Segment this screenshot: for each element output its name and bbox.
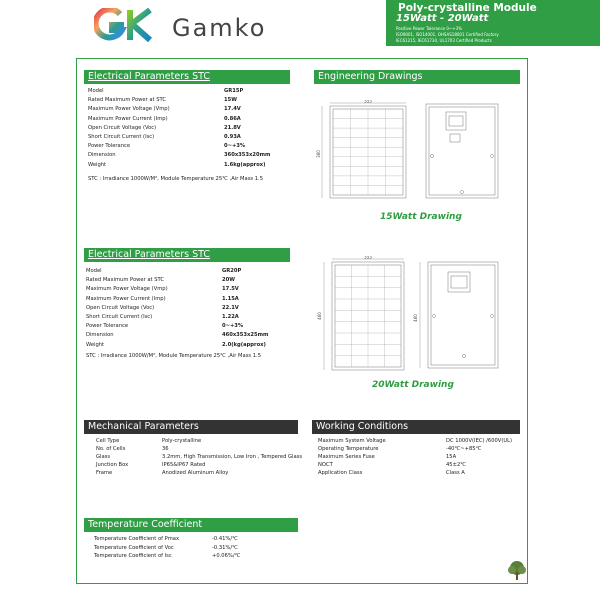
param-value: 17.4V xyxy=(224,106,241,113)
electrical-20-row xyxy=(86,305,286,313)
param-value: -40℃~+85℃ xyxy=(446,446,482,452)
param-label: Power Tolerance xyxy=(88,143,131,150)
param-label: Maximum Power Current (Imp) xyxy=(86,295,166,302)
param-value: 45±2℃ xyxy=(446,462,467,468)
param-value: 1.22A xyxy=(222,314,239,320)
drawing-15w-caption: 15Watt Drawing xyxy=(380,212,462,222)
electrical-20-table xyxy=(86,268,286,348)
param-label: Open Circuit Voltage (Voc) xyxy=(88,124,157,131)
mechanical-heading: Mechanical Parameters xyxy=(84,420,298,434)
electrical-15-row xyxy=(88,162,288,170)
param-value: 21.8V xyxy=(224,124,241,131)
mechanical-row xyxy=(96,438,296,446)
param-label: Rated Maximum Power at STC xyxy=(88,97,167,104)
param-label: Maximum Power Voltage (Vmp) xyxy=(88,106,170,113)
param-label: Model xyxy=(88,88,104,94)
temperature-row xyxy=(94,536,294,544)
param-value: 3.2mm, High Transmission, Low Iron , Tempered Glass xyxy=(162,454,303,460)
temperature-heading: Temperature Coefficient xyxy=(84,518,298,532)
electrical-15-row xyxy=(88,152,288,160)
param-value: 0.93A xyxy=(224,134,241,140)
param-value: +0.06%/℃ xyxy=(212,553,241,560)
param-label: Frame xyxy=(96,470,113,476)
param-label: Glass xyxy=(96,454,111,460)
mechanical-row xyxy=(96,454,303,462)
param-value: 15A xyxy=(446,454,457,460)
param-label: Temperature Coefficient of Isc xyxy=(94,553,172,560)
param-label: NOCT xyxy=(318,462,333,468)
electrical-20-row xyxy=(86,342,286,350)
param-label: Cell Type xyxy=(96,438,120,444)
product-subtitle: 15Watt - 20Watt xyxy=(396,13,489,24)
stc-note: STC : Irradiance 1000W/M², Module Temperature 25℃ ,Air Mass 1.5 xyxy=(86,353,262,359)
temperature-row xyxy=(94,553,294,561)
electrical-15-row xyxy=(88,143,288,151)
electrical-15-row xyxy=(88,97,288,105)
engineering-heading: Engineering Drawings xyxy=(314,70,520,84)
working-table xyxy=(318,438,518,478)
param-value: 0.86A xyxy=(224,115,241,122)
param-value: DC 1000V(IEC) /600V(UL) xyxy=(446,438,513,444)
drawing-20w-caption: 20Watt Drawing xyxy=(372,380,454,390)
working-row xyxy=(318,462,518,470)
drawing-15w xyxy=(312,100,508,208)
header-note: IEC61215, IEC61730, UL1703 Certified Products xyxy=(396,38,492,43)
temperature-table xyxy=(94,536,294,566)
param-value: IP65&IP67 Rated xyxy=(162,462,206,468)
drawing-dimension: 353 xyxy=(364,100,372,104)
param-label: Temperature Coefficient of Voc xyxy=(94,544,174,551)
param-label: Maximum Power Current (Imp) xyxy=(88,115,168,122)
param-value: 360x353x20mm xyxy=(224,152,271,159)
gamko-logo-icon xyxy=(94,8,154,42)
param-label: Operating Temperature xyxy=(318,446,379,452)
param-label: Short Circuit Current (Isc) xyxy=(88,134,155,140)
param-value: 460x353x25mm xyxy=(222,332,269,339)
electrical-20-row xyxy=(86,277,286,285)
param-value: 15W xyxy=(224,97,237,104)
param-label: Model xyxy=(86,268,102,274)
mechanical-row xyxy=(96,470,296,478)
param-value: -0.31%/℃ xyxy=(212,544,238,551)
electrical-20-row xyxy=(86,332,286,340)
electrical-20-row xyxy=(86,314,286,322)
electrical-15-heading: Electrical Parameters STC xyxy=(84,70,290,84)
header-note: ISO9001, ISO14001, OHSAS18001 Certified Factory xyxy=(396,32,499,37)
param-value: 2.0(kg(approx) xyxy=(222,341,266,348)
param-label: Open Circuit Voltage (Voc) xyxy=(86,304,155,311)
param-value: Anodized Aluminum Alloy xyxy=(162,470,229,476)
param-label: Maximum Series Fuse xyxy=(318,454,375,460)
drawing-dimension: 460 xyxy=(413,314,418,322)
header xyxy=(0,0,600,46)
electrical-15-row xyxy=(88,134,288,142)
electrical-15-table xyxy=(88,88,288,168)
param-label: Dimension xyxy=(86,332,114,339)
param-label: Rated Maximum Power at STC xyxy=(86,277,165,284)
param-value: 20W xyxy=(222,277,235,284)
param-label: Short Circuit Current (Isc) xyxy=(86,314,153,320)
param-label: No. of Cells xyxy=(96,446,126,452)
param-label: Weight xyxy=(86,341,105,348)
param-value: 1.6kg(approx) xyxy=(224,161,266,168)
param-value: 36 xyxy=(162,446,169,452)
header-note: Positive Power Tolerance 0~+3% xyxy=(396,26,462,31)
param-label: Power Tolerance xyxy=(86,323,129,330)
param-label: Maximum System Voltage xyxy=(318,438,386,444)
tree-icon xyxy=(506,560,528,582)
param-label: Junction Box xyxy=(96,462,129,468)
product-title: Poly-crystalline Module xyxy=(398,2,537,14)
electrical-20-row xyxy=(86,296,286,304)
drawing-20w xyxy=(312,256,508,376)
working-row xyxy=(318,470,518,478)
working-row xyxy=(318,438,518,446)
param-value: 1.15A xyxy=(222,295,239,302)
drawing-dimension: 460 xyxy=(317,312,322,320)
electrical-20-heading: Electrical Parameters STC xyxy=(84,248,290,262)
mechanical-row xyxy=(96,462,296,470)
param-value: -0.41%/℃ xyxy=(212,536,238,542)
working-row xyxy=(318,446,518,454)
stc-note: STC : Irradiance 1000W/M², Module Temperature 25℃ ,Air Mass 1.5 xyxy=(88,176,264,182)
param-label: Dimension xyxy=(88,152,116,159)
param-value: GR15P xyxy=(224,88,244,94)
param-label: Weight xyxy=(88,161,107,168)
param-label: Maximum Power Voltage (Vmp) xyxy=(86,286,168,293)
electrical-15-row xyxy=(88,116,288,124)
param-value: 0~+3% xyxy=(224,143,246,150)
param-value: Class A xyxy=(446,470,465,476)
electrical-20-row xyxy=(86,323,286,331)
temperature-row xyxy=(94,545,294,553)
brand-name: Gamko xyxy=(172,14,267,42)
param-value: GR20P xyxy=(222,268,242,274)
electrical-20-row xyxy=(86,268,286,276)
mechanical-row xyxy=(96,446,296,454)
electrical-15-row xyxy=(88,106,288,114)
working-heading: Working Conditions xyxy=(312,420,520,434)
param-label: Temperature Coefficient of Pmax xyxy=(94,536,180,542)
drawing-dimension: 353 xyxy=(364,256,372,260)
param-value: 0~+3% xyxy=(222,323,244,330)
param-value: 17.5V xyxy=(222,286,239,293)
electrical-15-row xyxy=(88,88,288,96)
drawing-dimension: 360 xyxy=(316,150,321,158)
header-banner xyxy=(386,0,600,46)
electrical-20-row xyxy=(86,286,286,294)
mechanical-table xyxy=(96,438,303,478)
param-value: 22.1V xyxy=(222,304,239,311)
electrical-15-row xyxy=(88,125,288,133)
working-row xyxy=(318,454,518,462)
param-value: Poly-crystalline xyxy=(162,438,202,444)
param-label: Application Class xyxy=(318,470,363,476)
